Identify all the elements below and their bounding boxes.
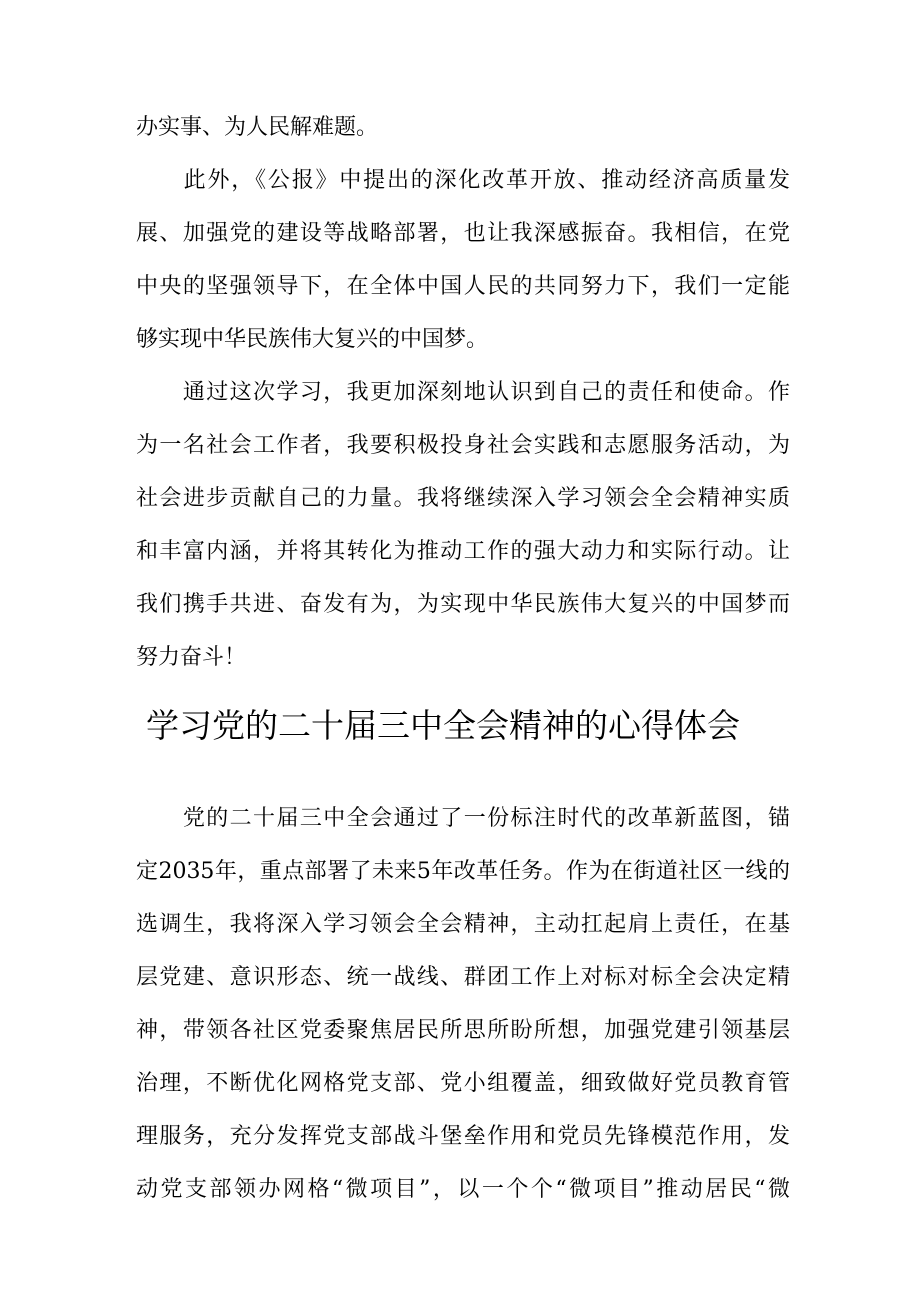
text-line: 和丰富内涵，并将其转化为推动工作的强大动力和实际行动。让 [136, 539, 790, 564]
text-line: 党的二十届三中全会通过了一份标注时代的改革新蓝图，锚 [136, 806, 790, 831]
text-line: 层党建、意识形态、统一战线、群团工作上对标对标全会决定精 [136, 965, 790, 990]
text-line: 动党支部领办网格“微项目”，以一个个“微项目”推动居民“微 [136, 1177, 790, 1202]
text-line: 展、加强党的建设等战略部署，也让我深感振奋。我相信，在党 [136, 221, 790, 246]
text-line: 通过这次学习，我更加深刻地认识到自己的责任和使命。作 [136, 380, 790, 405]
text-line: 选调生，我将深入学习领会全会精神，主动扛起肩上责任，在基 [136, 912, 790, 937]
text-line: 神，带领各社区党委聚焦居民所思所盼所想，加强党建引领基层 [136, 1018, 790, 1043]
text-line: 我们携手共进、奋发有为，为实现中华民族伟大复兴的中国梦而 [136, 592, 790, 617]
text-line: 办实事、为人民解难题。 [136, 115, 379, 140]
text-line: 为一名社会工作者，我要积极投身社会实践和志愿服务活动，为 [136, 433, 790, 458]
text-line: 中央的坚强领导下，在全体中国人民的共同努力下，我们一定能 [136, 274, 790, 299]
section-title: 学习党的二十届三中全会精神的心得体会 [146, 706, 740, 745]
text-line: 理服务，充分发挥党支部战斗堡垒作用和党员先锋模范作用，发 [136, 1124, 790, 1149]
text-line: 治理，不断优化网格党支部、党小组覆盖，细致做好党员教育管 [136, 1071, 790, 1096]
text-line: 努力奋斗！ [136, 645, 247, 670]
text-line: 够实现中华民族伟大复兴的中国梦。 [136, 327, 489, 352]
text-line: 定2035年，重点部署了未来5年改革任务。作为在街道社区一线的 [136, 859, 790, 884]
text-line: 社会进步贡献自己的力量。我将继续深入学习领会全会精神实质 [136, 486, 790, 511]
text-line: 此外，《公报》中提出的深化改革开放、推动经济高质量发 [136, 168, 790, 193]
